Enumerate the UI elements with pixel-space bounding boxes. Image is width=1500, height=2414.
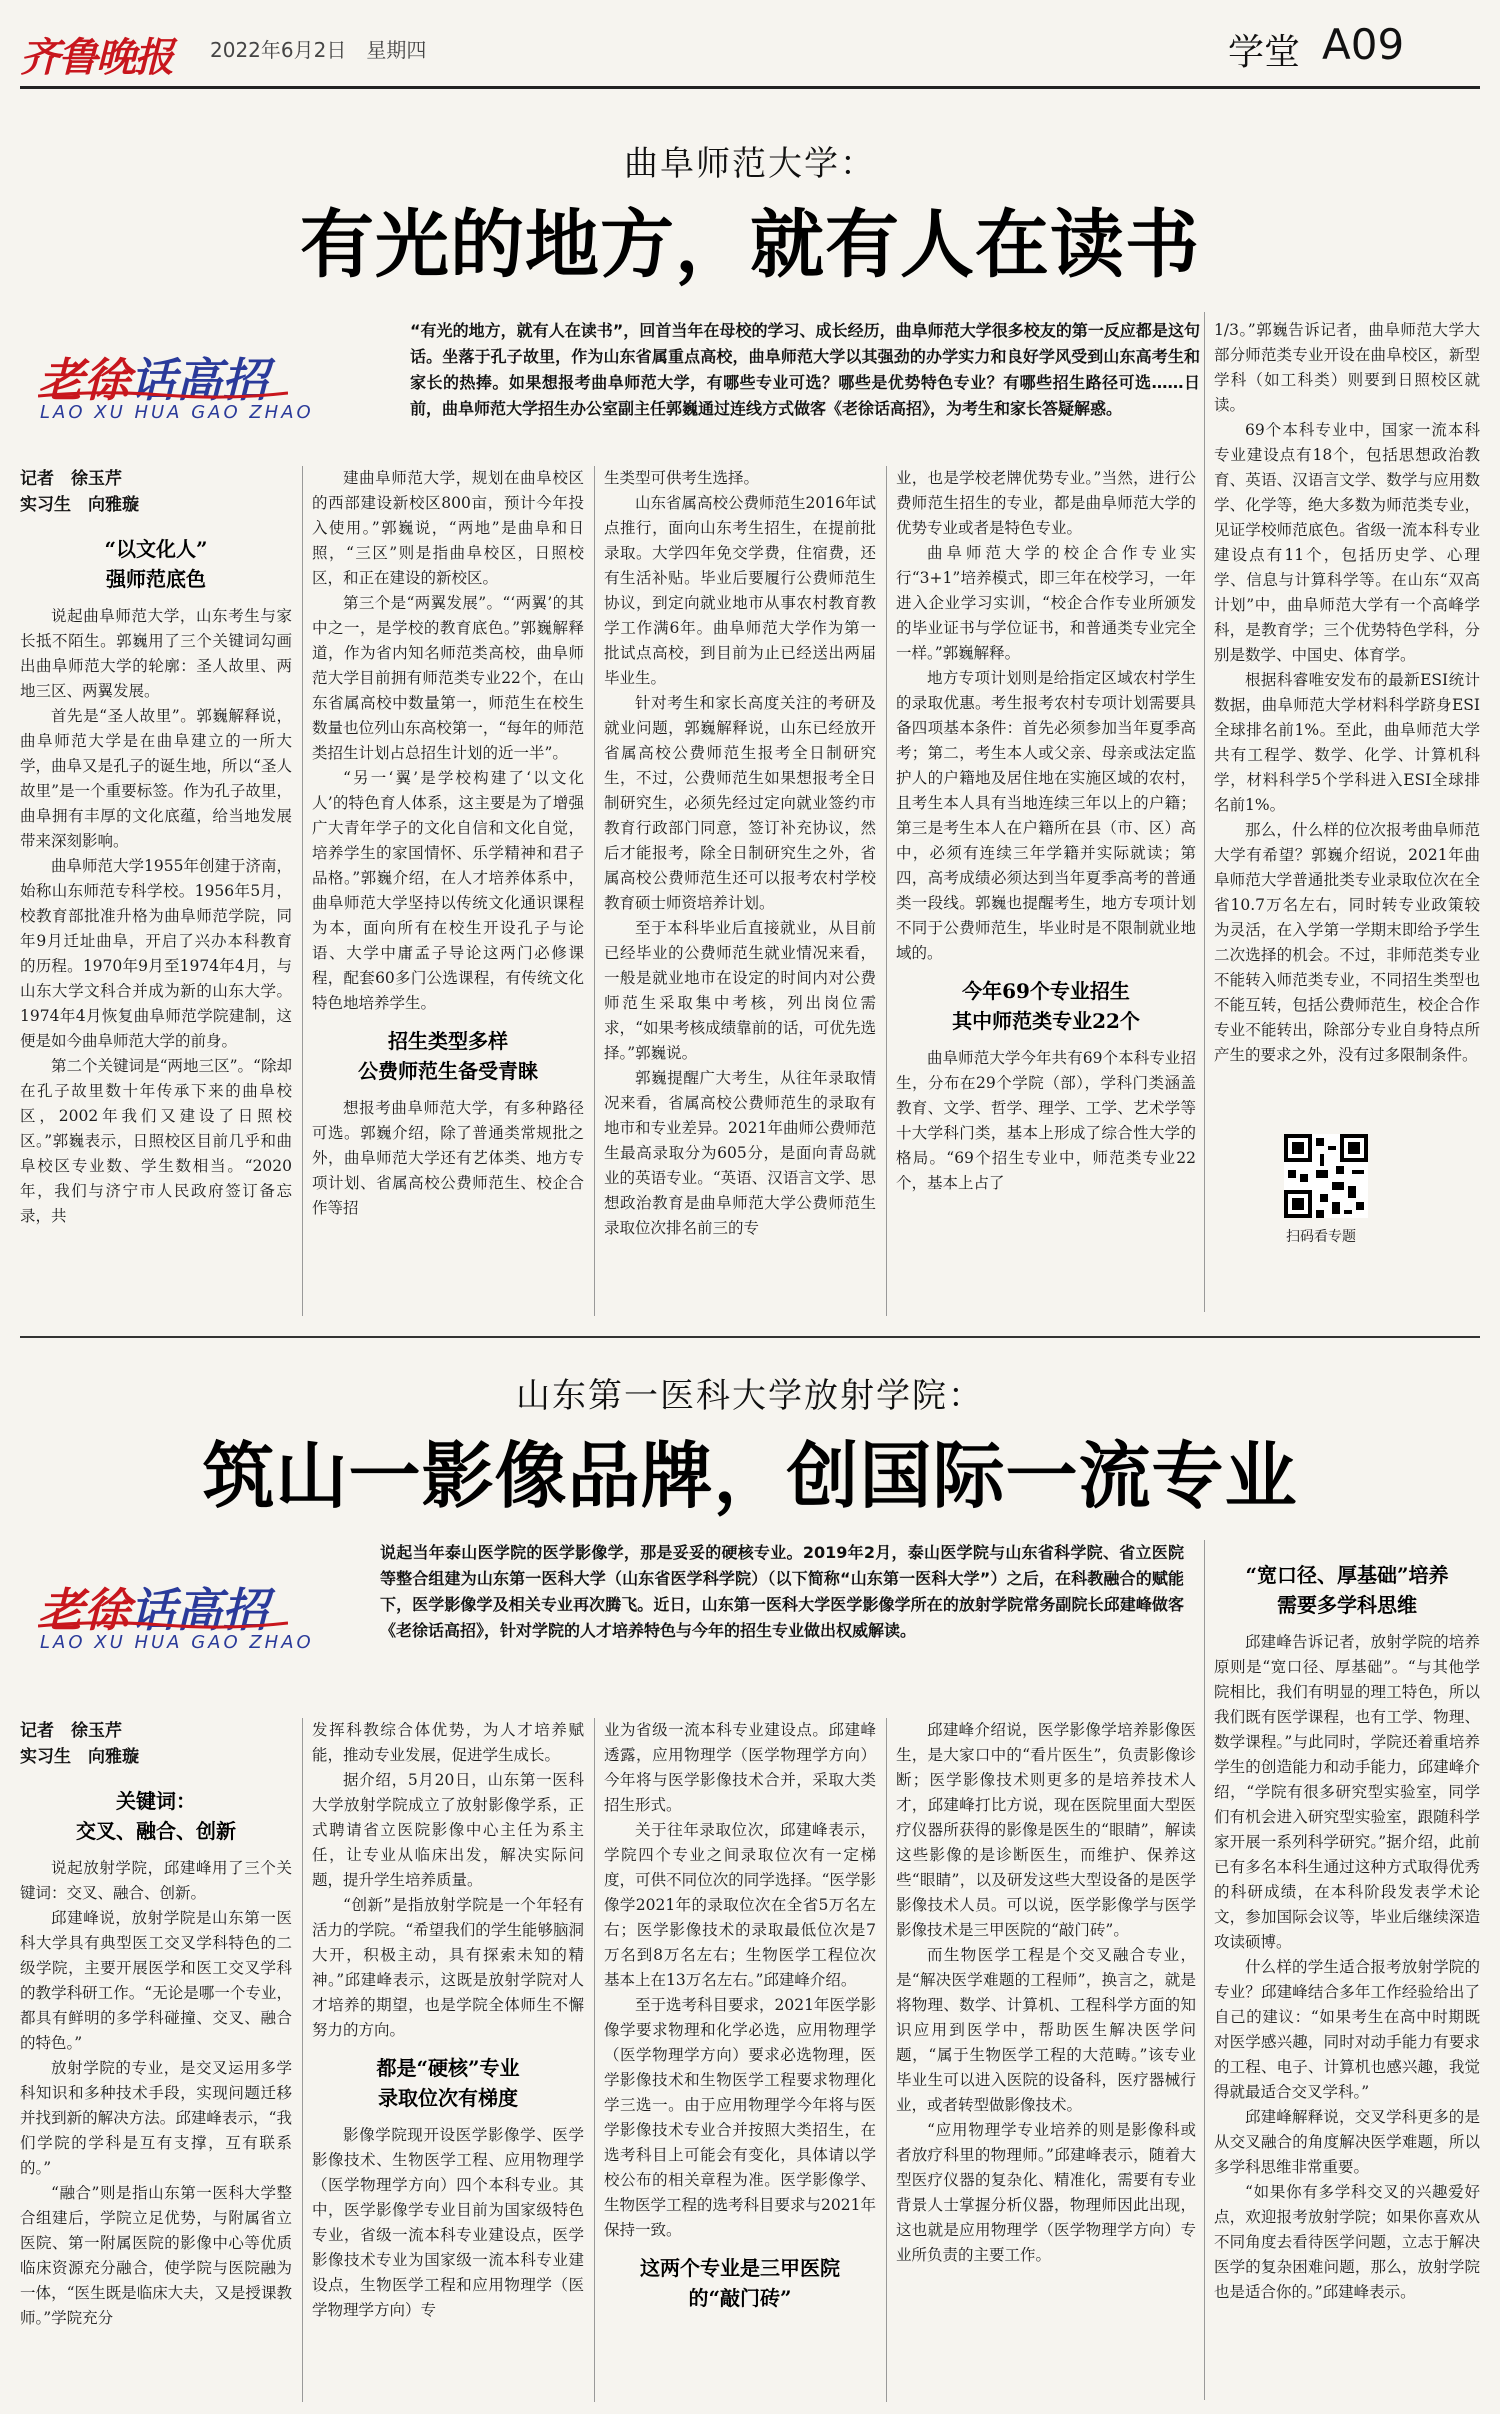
paragraph: 1/3。”郭巍告诉记者，曲阜师范大学大部分师范类专业开设在曲阜校区，新型学科（如工科类）则要到日照校区就读。 — [1214, 321, 1480, 414]
brand-main-a: 老徐 — [38, 1583, 130, 1637]
paragraph: 邱建峰解释说，交叉学科更多的是从交叉融合的角度解决医学难题，所以多学科思维非常重要。 — [1214, 2108, 1480, 2176]
paragraph: “融合”则是指山东第一医科大学整合组建后，学院立足优势，与附属省立医院、第一附属医院的影像中心等优质临床资源充分融合，使学院与医院融为一体，“医生既是临床大夫，又是授课教师。”学院充分 — [20, 2184, 292, 2327]
qr-caption: 扫码看专题 — [1286, 1229, 1356, 1245]
column-divider — [594, 466, 595, 1316]
article1-column-4 — [896, 466, 1196, 1314]
paragraph: 业为省级一流本科专业建设点。邱建峰透露，应用物理学（医学物理学方向）今年将与医学影像技术合并，采取大类招生形式。 — [604, 1721, 876, 1814]
article2-column-3 — [604, 1718, 876, 2404]
date-text: 2022年6月2日 — [210, 38, 347, 62]
paragraph: 而生物医学工程是个交叉融合专业，是“解决医学难题的工程师”，换言之，就是将物理、数学、计算机、工程科学方面的知识应用到医学中，帮助医生解决医学问题，“属于生物医学工程的大范畴。”该专业毕业生可以进入医院的设备科，医疗器械行业，或者转型做影像技术。 — [896, 1946, 1196, 2114]
column-brand-logo — [38, 344, 314, 434]
paragraph: 69个本科专业中，国家一流本科专业建设点有18个，包括思想政治教育、英语、汉语言文学、数学与应用数学、化学等，绝大多数为师范类专业，见证学校师范底色。省级一流本科专业建设点有11个，包括历史学、心理学、信息与计算科学等。在山东“双高计划”中，曲阜师范大学有一个高峰学科，是教育学；三个优势特色学科，分别是数学、中国史、体育学。 — [1214, 421, 1480, 664]
paragraph: 关于往年录取位次，邱建峰表示，学院四个专业之间录取位次有一定梯度，可供不同位次的同学选择。“医学影像学2021年的录取位次在全省5万名左右；医学影像技术的录取最低位次是7万名到8万名左右；生物医学工程位次基本上在13万名左右。”邱建峰介绍。 — [604, 1821, 876, 1989]
paragraph: 影像学院现开设医学影像学、医学影像技术、生物医学工程、应用物理学（医学物理学方向）四个本科专业。其中，医学影像学专业目前为国家级特色专业，省级一流本科专业建设点，医学影像技术专业为国家级一流本科专业建设点，生物医学工程和应用物理学（医学物理学方向）专 — [312, 2126, 584, 2319]
brand-subtitle: LAO XU HUA GAO ZHAO — [40, 1632, 314, 1653]
paragraph: 郭巍提醒广大考生，从往年录取情况来看，省属高校公费师范生的录取有地市和专业差异。2021年曲师公费师范生最高录取分为605分，是面向青岛就业的英语专业。“英语、汉语言文学、思想政治教育是曲阜师范大学公费师范生录取位次排名前三的专 — [604, 1069, 876, 1237]
article2-column-1 — [20, 1776, 292, 2404]
article1-subhead: 曲阜师范大学： — [624, 144, 876, 184]
paragraph: 曲阜师范大学1955年创建于济南，始称山东师范专科学校。1956年5月，校教育部批准升格为曲阜师范学院，同年9月迁址曲阜，开启了兴办本科教育的历程。1970年9月至1974年4月，与山东大学文科合并成为新的山东大学。1974年4月恢复曲阜师范学院建制，这便是如今曲阜师范大学的前身。 — [20, 857, 292, 1050]
paragraph: “如果你有多学科交叉的兴趣爱好点，欢迎报考放射学院；如果你喜欢从不同角度去看待医学问题，立志于解决医学的复杂困难问题，那么，放射学院也是适合你的。”邱建峰表示。 — [1214, 2183, 1480, 2301]
newspaper-logo: 齐鲁晚报 — [20, 35, 172, 81]
article1-column-3 — [604, 466, 876, 1314]
brand-wave-icon — [38, 1620, 288, 1630]
article2-column-4 — [896, 1718, 1196, 2404]
byline-intern: 实习生 向雅璇 — [20, 1747, 139, 1767]
paragraph: 那么，什么样的位次报考曲阜师范大学有希望？郭巍介绍说，2021年曲阜师范大学普通批类专业录取位次在全省10.7万名左右，同时转专业政策较为灵活，在入学第一学期末即给予学生二次选择的机会。不过，非师范类专业不能转入师范类专业，不同招生类型也不能互转，包括公费师范生，校企合作专业不能转出，除部分专业自身特点所产生的要求之外，没有过多限制条件。 — [1214, 821, 1480, 1064]
qr-code-icon[interactable] — [1284, 1134, 1368, 1218]
paragraph: 第三个是“两翼发展”。“‘两翼’的其中之一，是学校的教育底色。”郭巍解释道，作为省内知名师范类高校，曲阜师范大学目前拥有师范类专业22个，在山东省属高校中数量第一，师范生在校生数量也位列山东高校第一，“每年的师范类招生计划占总招生计划的近一半”。 — [312, 594, 584, 762]
paragraph: “创新”是指放射学院是一个年轻有活力的学院。“希望我们的学生能够脑洞大开，积极主动，具有探索未知的精神。”邱建峰表示，这既是放射学院对人才培养的期望，也是学院全体师生不懈努力的方向。 — [312, 1896, 584, 2039]
paragraph: 至于本科毕业后直接就业，从目前已经毕业的公费师范生就业情况来看，一般是就业地市在设定的时间内对公费师范生采取集中考核，列出岗位需求，“如果考核成绩靠前的话，可优先选择。”郭巍说。 — [604, 919, 876, 1062]
paragraph: 针对考生和家长高度关注的考研及就业问题，郭巍解释说，山东已经放开省属高校公费师范生报考全日制研究生，不过，公费师范生如果想报考全日制研究生，必须先经过定向就业签约市教育行政部门同意，签订补充协议，然后才能报考，除全日制研究生之外，省属高校公费师范生还可以报考农村学校教育硕士师资培养计划。 — [604, 694, 876, 912]
paragraph: 至于选考科目要求，2021年医学影像学要求物理和化学必选，应用物理学（医学物理学方向）要求必选物理，医学影像技术和生物医学工程要求物理化学三选一。由于应用物理学今年将与医学影像技术专业合并按照大类招生，在选考科目上可能会有变化，具体请以学校公布的相关章程为准。医学影像学、生物医学工程的选考科目要求与2021年保持一致。 — [604, 1996, 876, 2239]
byline-reporter: 记者 徐玉芹 — [20, 1721, 122, 1741]
paragraph: 曲阜师范大学的校企合作专业实行“3+1”培养模式，即三年在校学习，一年进入企业学习实训，“校企合作专业所颁发的毕业证书与学位证书，和普通类专业完全一样。”郭巍解释。 — [896, 544, 1196, 662]
brand-wave-icon — [38, 390, 288, 400]
article2-byline — [20, 1718, 300, 1770]
paragraph: 地方专项计划则是给指定区域农村学生的录取优惠。考生报考农村专项计划需要具备四项基本条件：首先必须参加当年夏季高考；第二，考生本人或父亲、母亲或法定监护人的户籍地及居住地在实施区域的农村，且考生本人具有当地连续三年以上的户籍；第三是考生本人在户籍所在县（市、区）高中，必须有连续三年学籍并实际就读；第四，高考成绩必须达到当年夏季高考的普通类一段线。郭巍也提醒考生，地方专项计划不同于公费师范生，毕业时是不限制就业地域的。 — [896, 669, 1196, 962]
paragraph: 邱建峰告诉记者，放射学院的培养原则是“宽口径、厚基础”。“与其他学院相比，我们有明显的理工特色，所以我们既有医学课程，也有工学、物理、数学课程。”与此同时，学院还着重培养学生的创造能力和动手能力，邱建峰介绍，“学院有很多研究型实验室，同学们有机会进入研究型实验室，跟随科学家开展一系列科学研究。”据介绍，此前已有多名本科生通过这种方式取得优秀的科研成绩，在本科阶段发表学术论文，参加国际会议等，毕业后继续深造攻读硕博。 — [1214, 1633, 1480, 1951]
paragraph: 业，也是学校老牌优势专业。”当然，进行公费师范生招生的专业，都是曲阜师范大学的优势专业或者是特色专业。 — [896, 469, 1196, 537]
brand-subtitle: LAO XU HUA GAO ZHAO — [40, 402, 314, 423]
article2-column-5 — [1214, 1560, 1480, 2404]
section-heading: 关键词： 交叉、融合、创新 — [76, 1789, 236, 1843]
article1-byline — [20, 466, 300, 518]
paragraph: “另一‘翼’是学校构建了‘以文化人’的特色育人体系，这主要是为了增强广大青年学子的文化自信和文化自觉，培养学生的家国情怀、乐学精神和君子品格。”郭巍介绍，在人才培养体系中，曲阜师范大学坚持以传统文化通识课程为本，面向所有在校生开设孔子与论语、大学中庸孟子导论这两门必修课程，配套60多门公选课程，有传统文化特色地培养学生。 — [312, 769, 584, 1012]
article2-headline: 筑山一影像品牌，创国际一流专业 — [202, 1433, 1298, 1518]
paragraph: 第二个关键词是“两地三区”。“除却在孔子故里数十年传承下来的曲阜校区，2002年我们又建设了日照校区。”郭巍表示，日照校区目前几乎和曲阜校区专业数、学生数相当。“2020年，我们与济宁市人民政府签订备忘录，共 — [20, 1057, 292, 1225]
page-number: A09 — [1322, 20, 1405, 69]
paragraph: 生类型可供考生选择。 — [604, 469, 760, 487]
article1-column-5 — [1214, 318, 1480, 1126]
paragraph: 建曲阜师范大学，规划在曲阜校区的西部建设新校区800亩，预计今年投入使用。”郭巍说，“两地”是曲阜和日照，“三区”则是指曲阜校区，日照校区，和正在建设的新校区。 — [312, 469, 584, 587]
byline-intern: 实习生 向雅璇 — [20, 495, 139, 515]
byline-reporter: 记者 徐玉芹 — [20, 469, 122, 489]
column-divider — [302, 466, 303, 1316]
article1-lead: “有光的地方，就有人在读书”，回首当年在母校的学习、成长经历，曲阜师范大学很多校友的第一反应都是这句话。坐落于孔子故里，作为山东省属重点高校，曲阜师范大学以其强劲的办学实力和良好学风受到山东高考生和家长的热捧。如果想报考曲阜师范大学，有哪些专业可选？哪些是优势特色专业？有哪些招生路径可选……日前，曲阜师范大学招生办公室副主任郭巍通过连线方式做客《老徐话高招》，为考生和家长答疑解惑。 — [410, 321, 1200, 418]
column-divider — [594, 1718, 595, 2402]
paragraph: 说起曲阜师范大学，山东考生与家长抵不陌生。郭巍用了三个关键词勾画出曲阜师范大学的轮廓：圣人故里、两地三区、两翼发展。 — [20, 607, 292, 700]
paragraph: 邱建峰介绍说，医学影像学培养影像医生，是大家口中的“看片医生”，负责影像诊断；医学影像技术则更多的是培养技术人才，邱建峰打比方说，现在医院里面大型医疗仪器所获得的影像是医生的“眼睛”，解读这些影像的是诊断医生，而维护、保养这些“眼睛”，以及研发这些大型设备的是医学影像技术人员。可以说，医学影像学与医学影像技术是三甲医院的“敲门砖”。 — [896, 1721, 1196, 1939]
column-divider — [302, 1718, 303, 2402]
section-heading: 这两个专业是三甲医院 的“敲门砖” — [640, 2256, 840, 2310]
column-divider — [886, 1718, 887, 2402]
article1-column-1 — [20, 524, 292, 1314]
article2-lead: 说起当年泰山医学院的医学影像学，那是妥妥的硬核专业。2019年2月，泰山医学院与山东省科学院、省立医院等整合组建为山东第一医科大学（山东省医学科学院）（以下简称“山东第一医科大学”）之后，在科教融合的赋能下，医学影像学及相关专业再次腾飞。近日，山东第一医科大学医学影像学所在的放射学院常务副院长邱建峰做客《老徐话高招》，针对学院的人才培养特色与今年的招生专业做出权威解读。 — [380, 1543, 1184, 1640]
column-divider — [1204, 1540, 1205, 2400]
section-heading: 今年69个专业招生 其中师范类专业22个 — [952, 979, 1140, 1033]
column-divider — [1204, 312, 1205, 1312]
paragraph: 说起放射学院，邱建峰用了三个关键词：交叉、融合、创新。 — [20, 1859, 292, 1902]
brand-main-a: 老徐 — [38, 353, 130, 407]
section-heading: 招生类型多样 公费师范生备受青睐 — [358, 1029, 538, 1083]
column-divider — [886, 466, 887, 1316]
section-heading: “宽口径、厚基础”培养 需要多学科思维 — [1245, 1563, 1449, 1617]
paragraph: 什么样的学生适合报考放射学院的专业？邱建峰结合多年工作经验给出了自己的建议：“如果考生在高中时期既对医学感兴趣，同时对动手能力有要求的工程、电子、计算机也感兴趣，我觉得就最适合交叉学科。” — [1214, 1958, 1480, 2101]
section-name: 学堂 — [1228, 32, 1301, 73]
paragraph: 想报考曲阜师范大学，有多种路径可选。郭巍介绍，除了普通类常规批之外，曲阜师范大学还有艺体类、地方专项计划、省属高校公费师范生、校企合作等招 — [312, 1099, 584, 1217]
section-heading: “以文化人” 强师范底色 — [104, 537, 208, 591]
paragraph: 曲阜师范大学今年共有69个本科专业招生，分布在29个学院（部），学科门类涵盖教育、文学、哲学、理学、工学、艺术学等十大学科门类，基本上形成了综合性大学的格局。“69个招生专业中，师范类专业22个，基本上占了 — [896, 1049, 1196, 1192]
masthead-rule — [20, 86, 1480, 89]
paragraph: 放射学院的专业，是交叉运用多学科知识和多种技术手段，实现问题迁移并找到新的解决方法。邱建峰表示，“我们学院的学科是互有支撑，互有联系的。” — [20, 2059, 292, 2177]
article2-subhead: 山东第一医科大学放射学院： — [516, 1376, 984, 1416]
paragraph: 首先是“圣人故里”。郭巍解释说，曲阜师范大学是在曲阜建立的一所大学，曲阜又是孔子的诞生地，所以“圣人故里”是一个重要标签。作为孔子故里，曲阜拥有丰厚的文化底蕴，给当地发展带来深刻影响。 — [20, 707, 292, 850]
paragraph: “应用物理学专业培养的则是影像科或者放疗科里的物理师。”邱建峰表示，随着大型医疗仪器的复杂化、精准化，需要有专业背景人士掌握分析仪器，物理师因此出现，这也就是应用物理学（医学物理学方向）专业所负责的主要工作。 — [896, 2121, 1196, 2264]
issue-date — [210, 34, 426, 63]
article1-headline: 有光的地方，就有人在读书 — [300, 202, 1200, 288]
paragraph: 邱建峰说，放射学院是山东第一医科大学具有典型医工交叉学科特色的二级学院，主要开展医学和医工交叉学科的教学科研工作。“无论是哪一个专业，都具有鲜明的多学科碰撞、交叉、融合的特色。” — [20, 1909, 292, 2052]
article-separator — [20, 1336, 1480, 1338]
article1-column-2 — [312, 466, 584, 1314]
brand-main-b: 话高招 — [130, 1583, 268, 1637]
paragraph: 发挥科教综合体优势，为人才培养赋能，推动专业发展，促进学生成长。 — [312, 1721, 584, 1764]
paragraph: 根据科睿唯安发布的最新ESI统计数据，曲阜师范大学材料科学跻身ESI全球排名前1%。至此，曲阜师范大学共有工程学、数学、化学、计算机科学，材料科学5个学科进入ESI全球排名前1%。 — [1214, 671, 1480, 814]
masthead — [0, 0, 1500, 96]
weekday-text: 星期四 — [366, 38, 427, 62]
section-heading: 都是“硬核”专业 录取位次有梯度 — [376, 2056, 520, 2110]
paragraph: 据介绍，5月20日，山东第一医科大学放射学院成立了放射影像学系，正式聘请省立医院影像中心主任为系主任，让专业从临床出发，解决实际问题，提升学生培养质量。 — [312, 1771, 584, 1889]
column-brand-logo — [38, 1574, 314, 1664]
paragraph: 山东省属高校公费师范生2016年试点推行，面向山东考生招生，在提前批录取。大学四年免交学费，住宿费，还有生活补贴。毕业后要履行公费师范生协议，到定向就业地市从事农村教育教学工作满6年。曲阜师范大学作为第一批试点高校，到目前为止已经送出两届毕业生。 — [604, 494, 876, 687]
article2-column-2 — [312, 1718, 584, 2404]
brand-main-b: 话高招 — [130, 353, 268, 407]
